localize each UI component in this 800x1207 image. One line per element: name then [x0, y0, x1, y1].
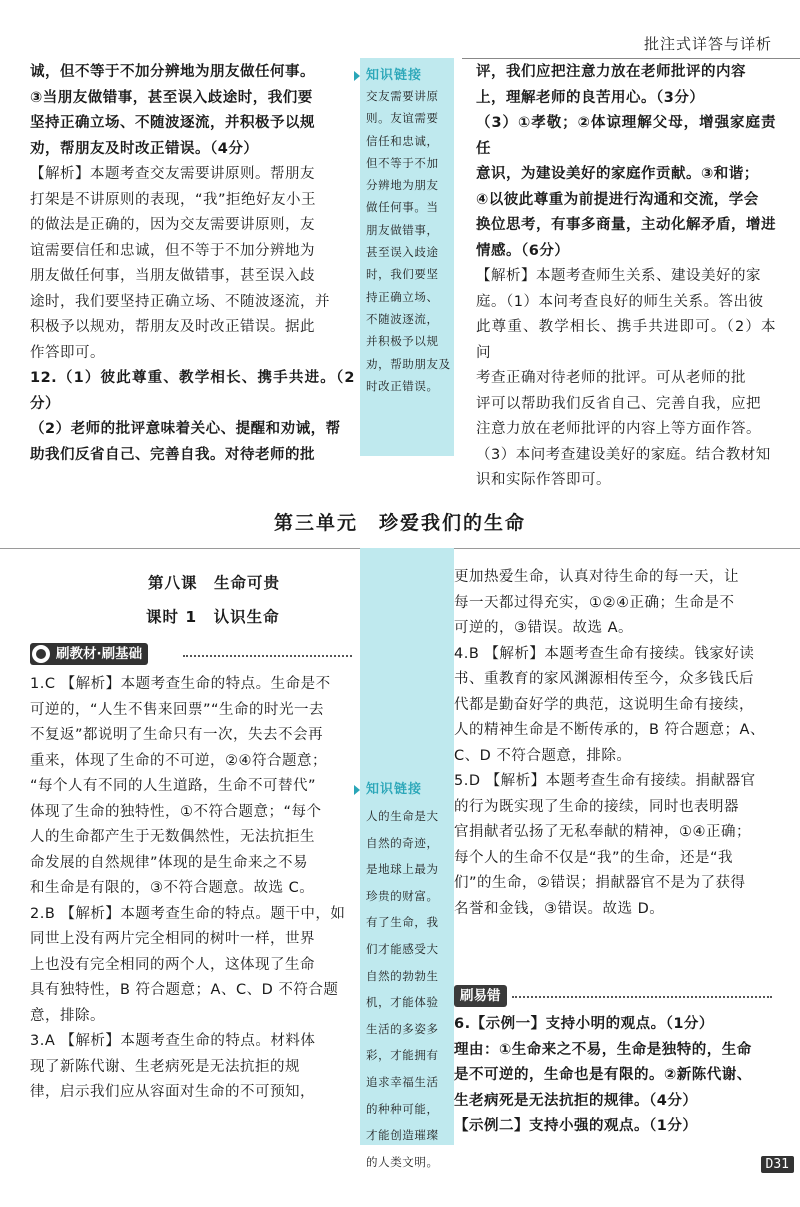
text-line: 人的生命都产生于无数偶然性，无法抗拒生 [30, 829, 315, 845]
knowledge-link-sidebar-top [360, 58, 454, 456]
sidebar-line: 并积极予以规 [366, 334, 439, 349]
text-line: 们”的生命，②错误；捐献器官不是为了获得 [454, 875, 746, 891]
text-line: 理由：①生命来之不易，生命是独特的，生命 [454, 1041, 752, 1058]
text-line: 2.B 【解析】本题考查生命的特点。题干中，如 [30, 905, 346, 922]
text-line: 【解析】本题考查师生关系、建设美好的家 [476, 268, 761, 284]
text-line: 换位思考，有事多商量，主动化解矛盾，增进 [476, 217, 776, 233]
text-line: 朋友做任何事，当朋友做错事，甚至误入歧 [30, 268, 315, 284]
header-rule [462, 58, 800, 59]
text-line: 【示例二】支持小强的观点。（1分） [454, 1118, 698, 1134]
text-line: 是不可逆的，生命也是有限的。②新陈代谢、 [454, 1067, 752, 1083]
text-line: （2）老师的批评意味着关心、提醒和劝诫，帮 [30, 421, 341, 437]
sidebar-title: 知识链接 [366, 782, 423, 797]
sidebar-line: 自然的勃勃生 [366, 968, 439, 983]
text-line: 5.D 【解析】本题考查生命有接续。捐献器官 [454, 773, 756, 789]
sidebar-line: 做任何事。当 [366, 200, 439, 215]
text-line: 【解析】本题考查交友需要讲原则。帮朋友 [30, 166, 315, 182]
badge-dotted-rule [512, 996, 772, 998]
sidebar-line: 彩，才能拥有 [366, 1048, 439, 1063]
text-line: 作答即可。 [30, 344, 105, 361]
text-line: 途时，我们要坚持正确立场、不随波逐流，并 [30, 293, 330, 310]
sidebar-line: 自然的奇迹， [366, 835, 439, 850]
text-line: 积极予以规劝，帮朋友及时改正错误。据此 [30, 319, 315, 335]
sidebar-line: 信任和忠诚， [366, 133, 439, 148]
text-line: 注意力放在老师批评的内容上等方面作答。 [476, 421, 761, 437]
sidebar-line: 有了生命，我 [366, 915, 439, 930]
badge-label: 刷教材·刷基础 [56, 646, 143, 662]
text-line: 识和实际作答即可。 [476, 472, 611, 488]
text-line: 4.B 【解析】本题考查生命有接续。钱家好读 [454, 645, 755, 662]
text-line: 的做法是正确的，因为交友需要讲原则，友 [30, 217, 315, 233]
sidebar-title: 知识链接 [366, 68, 423, 83]
text-line: 官捐献者弘扬了无私奉献的精神，①④正确； [454, 824, 751, 840]
text-line: 评可以帮助我们反省自己、完善自我，应把 [476, 395, 761, 412]
practice-errors-badge [454, 985, 507, 1007]
text-line: 打架是不讲原则的表现，“我”拒绝好友小王 [30, 191, 317, 208]
text-line: 上也没有完全相同的两个人，这体现了生命 [30, 956, 315, 973]
sidebar-line: 交友需要讲原 [366, 89, 439, 103]
sidebar-line: 朋友做错事， [366, 222, 439, 237]
sidebar-line: 机，才能体验 [366, 995, 439, 1010]
bottom-right-column [454, 565, 776, 922]
sidebar-body [360, 83, 454, 397]
text-line: 生老病死是无法抗拒的规律。（4分） [454, 1092, 698, 1109]
text-line: 劝，帮朋友及时改正错误。（4分） [30, 140, 259, 157]
knowledge-link-sidebar-bottom [360, 548, 454, 1169]
page-header-title: 批注式详答与详析 [643, 35, 772, 53]
text-line: 庭。（1）本问考查良好的师生关系。答出彼 [476, 293, 764, 310]
sidebar-line: 生活的多姿多 [366, 1021, 439, 1036]
sidebar-line: 持正确立场、 [366, 289, 439, 304]
sidebar-line: 但不等于不加 [366, 155, 439, 170]
text-line: “每个人有不同的人生道路，生命不可替代” [30, 778, 317, 794]
sidebar-line: 们才能感受大 [366, 941, 439, 956]
text-line: 每个人的生命不仅是“我”的生命，还是“我 [454, 849, 734, 866]
text-line: 律，启示我们应从容面对生命的不可预知， [30, 1084, 315, 1100]
practice-basics-badge [30, 643, 148, 665]
text-line: 可逆的，③错误。故选 A。 [454, 620, 634, 636]
sidebar-line: 的人类文明。 [366, 1154, 439, 1169]
text-line: C、D 不符合题意，排除。 [454, 747, 632, 764]
text-line: 坚持正确立场、不随波逐流，并积极予以规 [30, 115, 315, 131]
text-line: 名誉和金钱，③错误。故选 D。 [454, 900, 665, 917]
text-line: 每一天都过得充实，①②④正确；生命是不 [454, 594, 735, 611]
unit-title: 第三单元 珍爱我们的生命 [273, 512, 526, 534]
text-line: 可逆的，“人生不售来回票”“生命的时光一去 [30, 701, 325, 718]
sidebar-line: 劝，帮助朋友及 [366, 356, 451, 371]
text-line: 3.A 【解析】本题考查生命的特点。材料体 [30, 1033, 316, 1049]
sidebar-body [360, 797, 454, 1175]
text-line: 6.【示例一】支持小明的观点。（1分） [454, 1016, 714, 1032]
text-line: 考查正确对待老师的批评。可从老师的批 [476, 370, 746, 386]
sidebar-line: 追求幸福生活 [366, 1074, 439, 1089]
text-line: 谊需要信任和忠诚，但不等于不加分辨地为 [30, 242, 315, 259]
badge-dotted-rule [183, 655, 352, 657]
sidebar-line: 分辨地为朋友 [366, 178, 439, 193]
sidebar-line: 甚至误入歧途 [366, 245, 439, 260]
text-line: 同世上没有两片完全相同的树叶一样，世界 [30, 931, 315, 947]
text-line: 评，我们应把注意力放在老师批评的内容 [476, 64, 746, 80]
text-line: （3）①孝敬；②体谅理解父母，增强家庭责任 [476, 115, 776, 157]
text-line: 命发展的自然规律”体现的是生命来之不易 [30, 854, 309, 871]
text-line: 人的精神生命是不断传承的，B 符合题意；A、 [454, 722, 765, 738]
text-line: 现了新陈代谢、生老病死是无法抗拒的规 [30, 1058, 300, 1075]
text-line: 此尊重、教学相长、携手共进即可。（2）本问 [476, 319, 776, 361]
text-line: ④以彼此尊重为前提进行沟通和交流，学会 [476, 191, 759, 208]
sidebar-line: 不随波逐流， [366, 311, 439, 326]
text-line: 诚，但不等于不加分辨地为朋友做任何事。 [30, 64, 315, 80]
sidebar-line: 时改正错误。 [366, 378, 439, 393]
text-line: 具有独特性，B 符合题意；A、C、D 不符合题 [30, 982, 339, 998]
text-line: ③当朋友做错事，甚至误入歧途时，我们要 [30, 89, 313, 106]
bottom-right-answer-6 [454, 1012, 776, 1140]
lesson-subtitle: 课时 1 认识生命 [146, 608, 280, 626]
badge-disc-icon [32, 645, 50, 663]
text-line: 更加热爱生命，认真对待生命的每一天，让 [454, 569, 739, 585]
top-right-column [476, 60, 776, 494]
text-line: 和生命是有限的，③不符合题意。故选 C。 [30, 880, 315, 896]
text-line: （3）本问考查建设美好的家庭。结合教材知 [476, 446, 771, 463]
sidebar-line: 时，我们要坚 [366, 267, 439, 282]
sidebar-line: 是地球上最为 [366, 862, 439, 877]
text-line: 重来，体现了生命的不可逆，②④符合题意； [30, 752, 327, 769]
badge-label: 刷易错 [460, 988, 501, 1004]
sidebar-line: 的种种可能， [366, 1101, 439, 1116]
text-line: 上，理解老师的良苦用心。（3分） [476, 89, 705, 106]
text-line: 意，排除。 [30, 1007, 105, 1024]
text-line: 12.（1）彼此尊重、教学相长、携手共进。（2分） [30, 370, 355, 412]
text-line: 体现了生命的独特性，①不符合题意；“每个 [30, 803, 322, 820]
text-line: 助我们反省自己、完善自我。对待老师的批 [30, 446, 315, 463]
sidebar-line: 珍贵的财富。 [366, 888, 439, 903]
text-line: 代都是勤奋好学的典范，这说明生命有接续， [454, 696, 754, 713]
sidebar-line: 则。友谊需要 [366, 111, 439, 126]
top-left-column [30, 60, 355, 468]
text-line: 1.C 【解析】本题考查生命的特点。生命是不 [30, 676, 331, 692]
page-number: D31 [761, 1156, 794, 1173]
sidebar-line: 人的生命是大 [366, 809, 439, 823]
sidebar-arrow [354, 71, 360, 81]
bottom-left-column [30, 672, 355, 1106]
text-line: 意识，为建设美好的家庭作贡献。③和谐； [476, 166, 759, 182]
text-line: 的行为既实现了生命的接续，同时也表明器 [454, 798, 739, 815]
text-line: 情感。（6分） [476, 242, 570, 259]
sidebar-arrow [354, 785, 360, 795]
text-line: 书、重教育的家风渊源相传至今，众多钱氏后 [454, 671, 754, 687]
lesson-title: 第八课 生命可贵 [148, 574, 281, 592]
text-line: 不复返”都说明了生命只有一次，失去不会再 [30, 727, 324, 743]
sidebar-line: 才能创造璀璨 [366, 1128, 439, 1143]
